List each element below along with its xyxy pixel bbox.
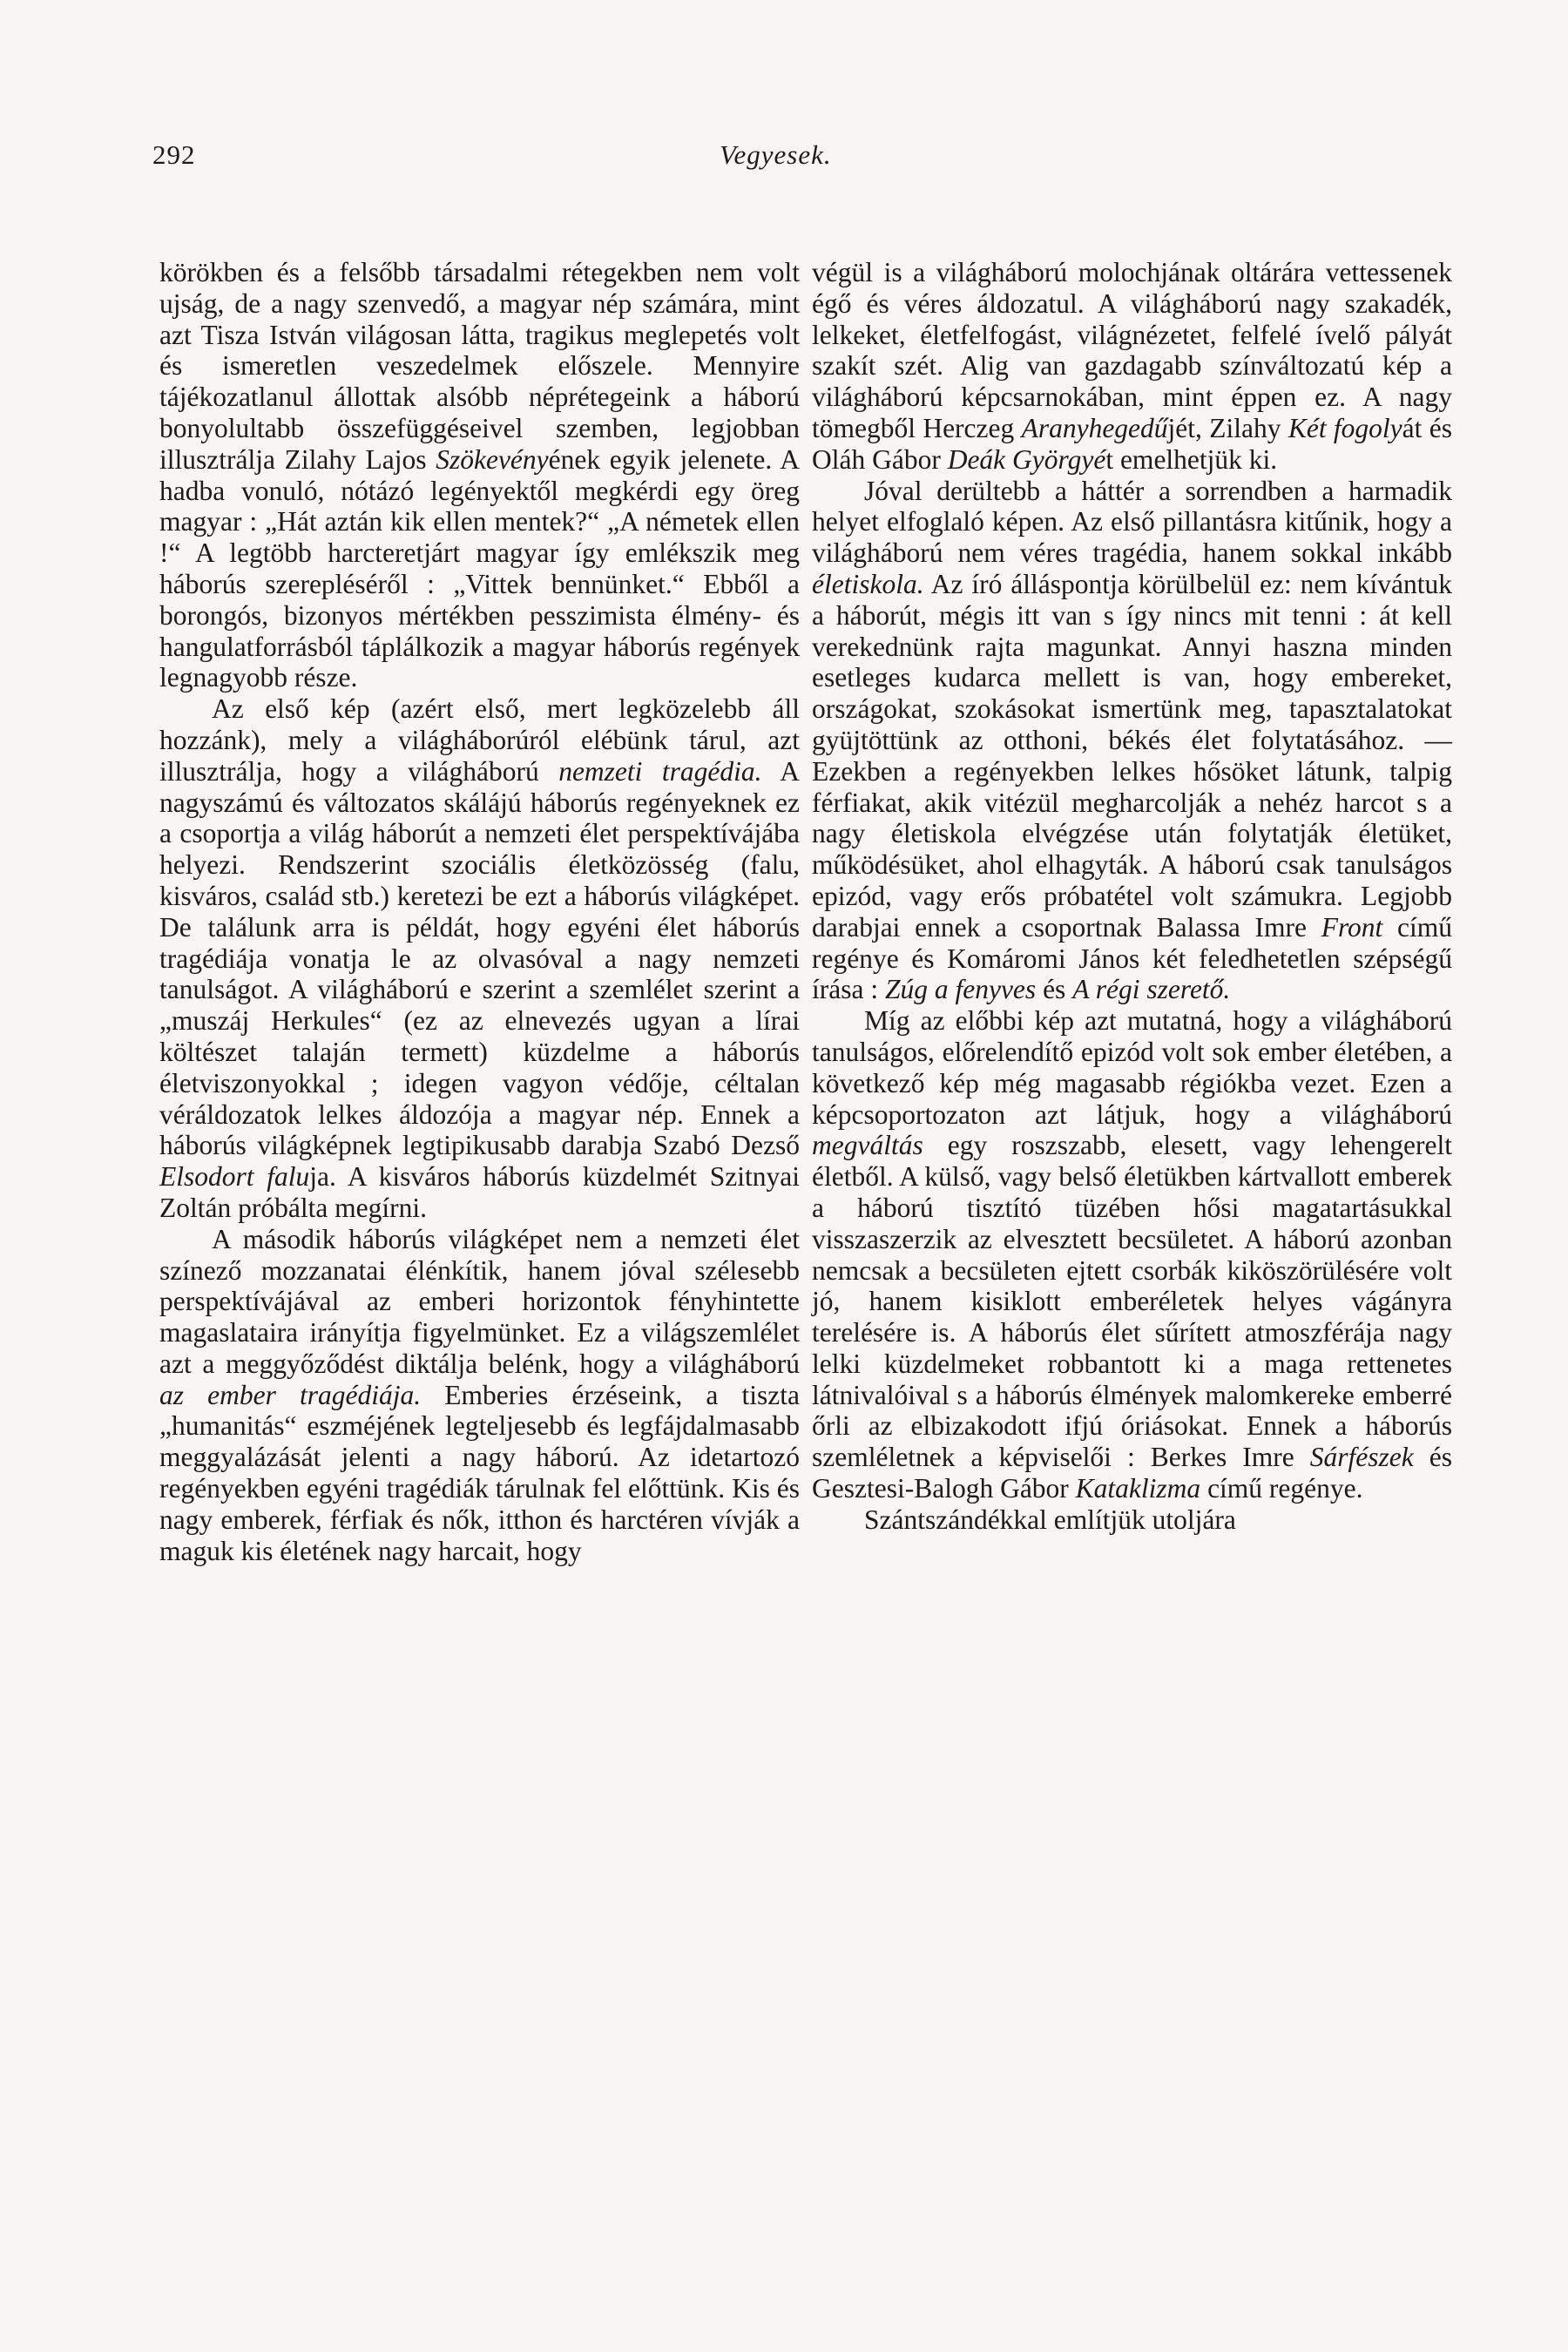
running-title: Vegyesek.	[720, 139, 832, 170]
left-column	[159, 257, 800, 1566]
left-paragraph-3: A második háborús világképet nem a nemzeti élet színező mozzanatai élénkítik, hanem jóval szélesebb perspektívájával az emberi horizontok fényhintette magaslataira irányítja figyelmünket. Ez a világszemlélet azt a meggyőződést diktálja belénk, hogy a világháború az ember tragédiája. Emberies érzéseink, a tiszta „humanitás“ eszméjének legteljesebb és legfájdalmasabb meggyalázását jelenti a nagy háború. Az idetartozó regényekben egyéni tragédiák tárulnak fel előttünk. Kis és nagy emberek, férfiak és nők, itthon és harctéren vívják a maguk kis életének nagy harcait, hogy	[159, 1223, 800, 1566]
right-paragraph-2: Jóval derültebb a háttér a sorrendben a harmadik helyet elfoglaló képen. Az első pillantásra kitűnik, hogy a világháború nem véres tragédia, hanem sokkal inkább életiskola. Az író álláspontja körülbelül ez: nem kívántuk a háborút, mégis itt van s így nincs mit tenni : át kell verekednünk rajta magunkat. Annyi haszna minden esetleges kudarca mellett is van, hogy embereket, országokat, szokásokat ismertünk meg, tapasztalatokat gyüjtöttünk az otthoni, békés élet folytatásához. — Ezekben a regényekben lelkes hősöket látunk, talpig férfiakat, akik vitézül megharcolják a nehéz harcot s a nagy életiskola elvégzése után folytatják életüket, működésüket, ahol elhagyták. A háború csak tanulságos epizód, vagy erős próbatétel volt számukra. Legjobb darabjai ennek a csoportnak Balassa Imre Front című regénye és Komáromi János két feledhetetlen szépségű írása : Zúg a fenyves és A régi szerető.	[812, 475, 1452, 1005]
right-paragraph-3: Míg az előbbi kép azt mutatná, hogy a világháború tanulságos, előrelendítő epizód volt sok ember életében, a következő kép még magasabb régiókba vezet. Ezen a képcsoportozaton azt látjuk, hogy a világháború megváltás egy roszszabb, elesett, vagy lehengerelt életből. A külső, vagy belső életükben kártvallott emberek a háború tisztító tüzében hősi magatartásukkal visszaszerzik az elvesztett becsületet. A háború azonban nemcsak a becsületen ejtett csorbák kiköszörülésére volt jó, hanem kisiklott emberéletek helyes vágányra terelésére is. A háborús élet sűrített atmoszférája nagy lelki küzdelmeket robbantott ki a maga rettenetes látnivalóival s a háborús élmények malomkereke emberré őrli az elbizakodott ifjú óriásokat. Ennek a háborús szemléletnek a képviselői : Berkes Imre Sárfészek és Gesztesi-Balogh Gábor Kataklizma című regénye.	[812, 1005, 1452, 1504]
left-paragraph-1: körökben és a felsőbb társadalmi rétegekben nem volt ujság, de a nagy szenvedő, a magyar nép számára, mint azt Tisza István világosan látta, tragikus meglepetés volt és ismeretlen veszedelmek előszele. Mennyire tájékozatlanul állottak alsóbb néprétegeink a háború bonyolultabb összefüggéseivel szemben, legjobban illusztrálja Zilahy Lajos Szökevényének egyik jelenete. A hadba vonuló, nótázó legényektől megkérdi egy öreg magyar : „Hát aztán kik ellen mentek?“ „A németek ellen !“ A legtöbb harcteretjárt magyar így emlékszik meg háborús szerepléséről : „Vittek bennünket.“ Ebből a borongós, bizonyos mértékben pesszimista élmény- és hangulatforrásból táplálkozik a magyar háborús regények legnagyobb része.	[159, 257, 800, 693]
right-column	[812, 257, 1452, 1536]
left-paragraph-2: Az első kép (azért első, mert legközelebb áll hozzánk), mely a világháborúról elébünk tárul, azt illusztrálja, hogy a világháború nemzeti tragédia. A nagyszámú és változatos skálájú háborús regényeknek ez a csoportja a világ háborút a nemzeti élet perspektívájába helyezi. Rendszerint szociális életközösség (falu, kisváros, család stb.) keretezi be ezt a háborús világképet. De találunk arra is példát, hogy egyéni élet háborús tragédiája vonatja le az olvasóval a nagy nemzeti tanulságot. A világháború e szerint a szemlélet szerint a „muszáj Herkules“ (ez az elnevezés ugyan a lírai költészet talaján termett) küzdelme a háborús életviszonyokkal ; idegen vagyon védője, céltalan véráldozatok lelkes áldozója a magyar nép. Ennek a háborús világképnek legtipikusabb darabja Szabó Dezső Elsodort faluja. A kisváros háborús küzdelmét Szitnyai Zoltán próbálta megírni.	[159, 693, 801, 1223]
right-paragraph-1: végül is a világháború molochjának oltárára vettessenek égő és véres áldozatul. A világháború nagy szakadék, lelkeket, életfelfogást, világnézetet, felfelé ívelő pályát szakít szét. Alig van gazdagabb színváltozatú kép a világháború képcsarnokában, mint éppen ez. A nagy tömegből Herczeg Aranyhegedűjét, Zilahy Két fogolyát és Oláh Gábor Deák Györgyét emelhetjük ki.	[812, 257, 1452, 475]
page-number: 292	[152, 139, 196, 170]
right-paragraph-4: Szántszándékkal említjük utoljára	[864, 1504, 1236, 1535]
